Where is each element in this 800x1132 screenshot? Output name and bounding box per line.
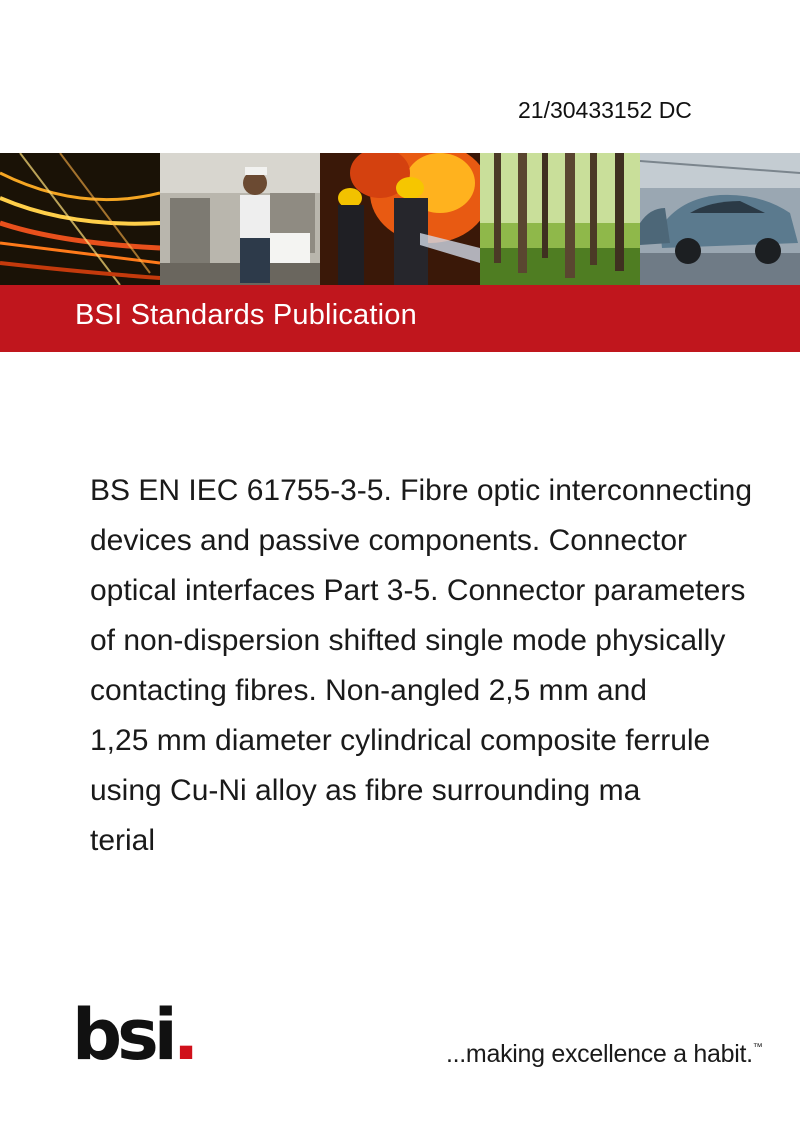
- title-line: optical interfaces Part 3-5. Connector parameters: [90, 574, 746, 607]
- tagline-text: ...making excellence a habit.: [446, 1040, 753, 1068]
- logo-dot: .: [172, 994, 195, 1076]
- title-line: 1,25 mm diameter cylindrical composite ferrule: [90, 724, 711, 757]
- banner-image-strip: [0, 153, 800, 285]
- forest-image: [480, 153, 640, 285]
- trademark-mark: ™: [752, 1042, 763, 1053]
- title-line: of non-dispersion shifted single mode physically: [90, 624, 726, 657]
- logo-text: bsi: [72, 994, 173, 1076]
- title-line: BS EN IEC 61755-3-5. Fibre optic interconnecting: [90, 474, 753, 507]
- light-trails-image: [0, 153, 160, 285]
- publication-banner: [0, 285, 800, 352]
- publication-label: BSI Standards Publication: [75, 299, 417, 331]
- document-title: [90, 466, 800, 866]
- title-line: terial: [90, 824, 156, 857]
- document-reference: 21/30433152 DC: [518, 97, 692, 123]
- title-line: using Cu-Ni alloy as fibre surrounding ma: [90, 774, 641, 807]
- car-assembly-image: [640, 153, 800, 285]
- bsi-logo: [72, 994, 195, 1076]
- factory-worker-image: [160, 153, 320, 285]
- title-line: contacting fibres. Non-angled 2,5 mm and: [90, 674, 647, 707]
- title-line: devices and passive components. Connector: [90, 524, 688, 557]
- firefighters-image: [320, 153, 480, 285]
- tagline: [446, 1040, 762, 1069]
